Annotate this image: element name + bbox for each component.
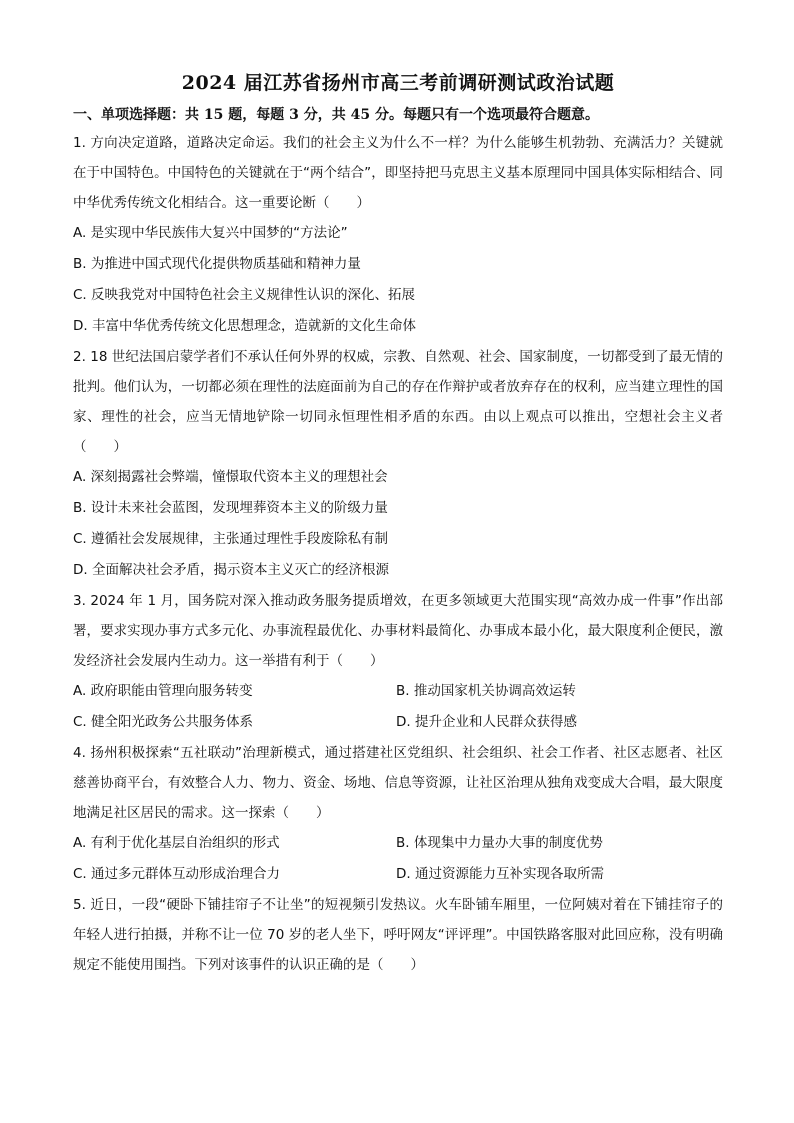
- question-stem: 4. 扬州积极探索“五社联动”治理新模式，通过搭建社区党组织、社会组织、社会工作者、社区志愿者、社区慈善协商平台，有效整合人力、物力、资金、场地、信息等资源，让社区治理从独角戏变成大合唱，最大限度地满足社区居民的需求。这一探索（ ）: [73, 745, 723, 821]
- exam-page: [73, 70, 723, 980]
- question-stem: 2. 18 世纪法国启蒙学者们不承认任何外界的权威，宗教、自然观、社会、国家制度，一切都受到了最无情的批判。他们认为，一切都必须在理性的法庭面前为自己的存在作辩护或者放弃存在的权利，应当建立理性的国家、理性的社会，应当无情地铲除一切同永恒理性相矛盾的东西。由以上观点可以推出，空想社会主义者（ ）: [73, 349, 723, 455]
- option-c: C. 健全阳光政务公共服务体系: [73, 714, 254, 730]
- question-stem: 3. 2024 年 1 月，国务院对深入推动政务服务提质增效，在更多领域更大范围实现“高效办成一件事”作出部署，要求实现办事方式多元化、办事流程最优化、办事材料最简化、办事成本最小化，最大限度利企便民，激发经济社会发展内生动力。这一举措有利于（ ）: [73, 593, 723, 669]
- option-c: C. 遵循社会发展规律，主张通过理性手段废除私有制: [73, 531, 389, 547]
- option-c: C. 通过多元群体互动形成治理合力: [73, 866, 281, 882]
- option-d: D. 丰富中华优秀传统文化思想理念，造就新的文化生命体: [73, 318, 416, 334]
- question-3: [73, 586, 723, 738]
- exam-title: 2024 届江苏省扬州市高三考前调研测试政治试题: [181, 72, 615, 94]
- option-a: A. 政府职能由管理向服务转变: [73, 683, 253, 699]
- option-a: A. 是实现中华民族伟大复兴中国梦的“方法论”: [73, 225, 348, 241]
- question-4: [73, 738, 723, 890]
- option-row: [73, 859, 723, 890]
- option-b: B. 推动国家机关协调高效运转: [396, 683, 576, 699]
- question-2: [73, 342, 723, 586]
- question-1: [73, 128, 723, 342]
- question-stem: 5. 近日，一段“硬卧下铺挂帘子不让坐”的短视频引发热议。火车卧铺车厢里，一位阿姨对着在下铺挂帘子的年轻人进行拍摄，并称不让一位 70 岁的老人坐下，呼吁网友“评评理”。中国铁路客服对此回应称，没有明确规定不能使用围挡。下列对该事件的认识正确的是（ ）: [73, 897, 723, 973]
- section-heading: 一、单项选择题：共 15 题，每题 3 分，共 45 分。每题只有一个选项最符合题意。: [73, 107, 599, 123]
- option-b: B. 为推进中国式现代化提供物质基础和精神力量: [73, 256, 361, 272]
- option-a: A. 深刻揭露社会弊端，憧憬取代资本主义的理想社会: [73, 469, 388, 485]
- option-c: C. 反映我党对中国特色社会主义规律性认识的深化、拓展: [73, 287, 416, 303]
- option-row: [73, 828, 723, 859]
- option-d: D. 提升企业和人民群众获得感: [396, 714, 577, 730]
- question-5: [73, 890, 723, 980]
- option-b: B. 设计未来社会蓝图，发现埋葬资本主义的阶级力量: [73, 500, 388, 516]
- option-d: D. 通过资源能力互补实现各取所需: [396, 866, 604, 882]
- question-stem: 1. 方向决定道路，道路决定命运。我们的社会主义为什么不一样？为什么能够生机勃勃、充满活力？关键就在于中国特色。中国特色的关键就在于“两个结合”，即坚持把马克思主义基本原理同中国具体实际相结合、同中华优秀传统文化相结合。这一重要论断（ ）: [73, 135, 723, 211]
- option-b: B. 体现集中力量办大事的制度优势: [396, 835, 603, 851]
- option-a: A. 有利于优化基层自治组织的形式: [73, 835, 280, 851]
- option-d: D. 全面解决社会矛盾，揭示资本主义灭亡的经济根源: [73, 562, 389, 578]
- option-row: [73, 676, 723, 707]
- option-row: [73, 707, 723, 738]
